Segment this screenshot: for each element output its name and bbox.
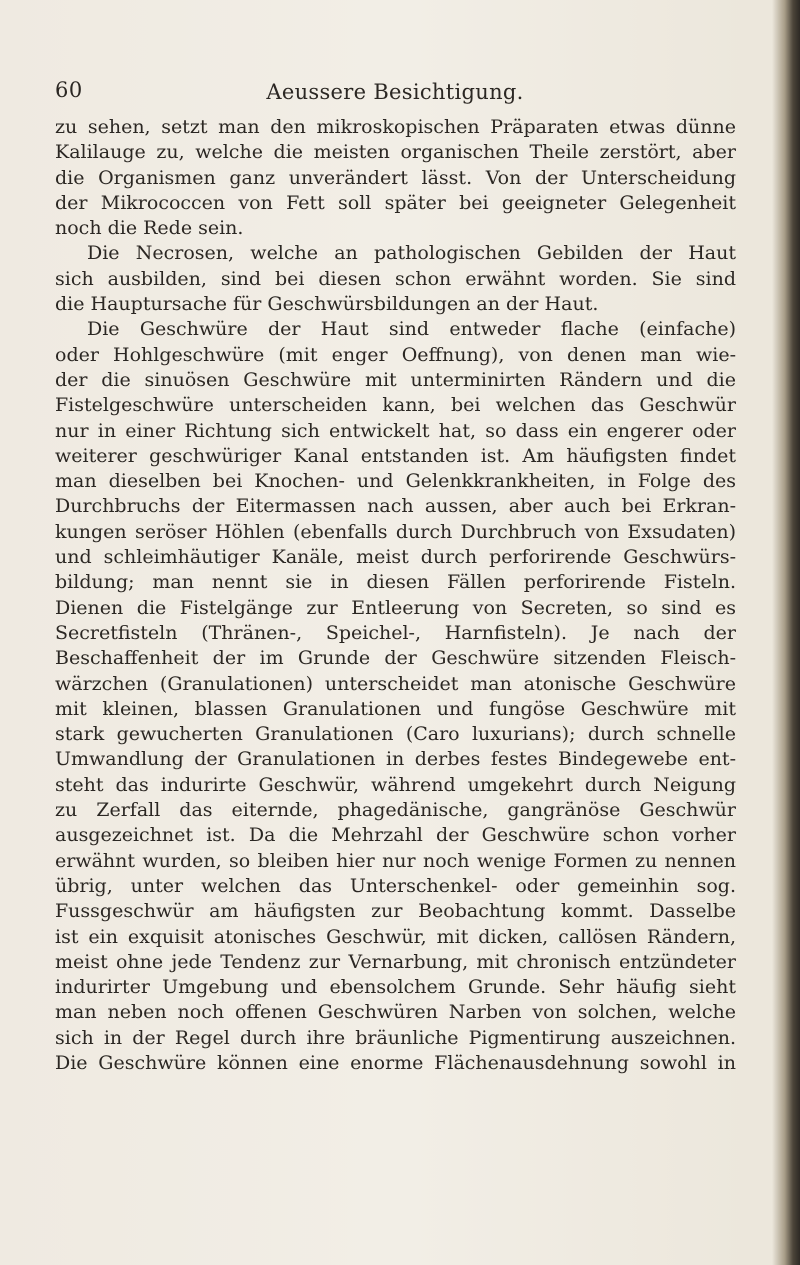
text-line: die Hauptursache für Geschwürsbildungen an der Haut.: [55, 293, 599, 316]
text-line: Fussgeschwür am häufigsten zur Beobachtung kommt. Dasselbe: [55, 900, 736, 923]
text-line: übrig, unter welchen das Unterschenkel- oder gemeinhin sog.: [55, 874, 736, 897]
text-line: stark gewucherten Granulationen (Caro luxurians); durch schnelle: [55, 723, 736, 746]
text-line: meist ohne jede Tendenz zur Vernarbung, mit chronisch entzündeter: [55, 950, 736, 973]
text-line: weiterer geschwüriger Kanal entstanden ist. Am häufigsten findet: [55, 444, 736, 467]
text-line: zu Zerfall das eiternde, phagedänische, gangränöse Geschwür: [55, 799, 736, 822]
text-line: wärzchen (Granulationen) unterscheidet man atonische Geschwüre: [55, 672, 736, 695]
page-number: 60: [55, 78, 83, 102]
text-line: nur in einer Richtung sich entwickelt hat, so dass ein engerer oder: [55, 419, 736, 442]
text-line: ist ein exquisit atonisches Geschwür, mit dicken, callösen Rändern,: [55, 925, 736, 948]
page-edge-shadow: [772, 0, 800, 1265]
text-line: zu sehen, setzt man den mikroskopischen Präparaten etwas dünne: [55, 116, 736, 138]
text-line: Durchbruchs der Eitermassen nach aussen, aber auch bei Erkran-: [55, 495, 736, 518]
text-line: sich ausbilden, sind bei diesen schon erwähnt worden. Sie sind: [55, 267, 736, 290]
text-line: Die Geschwüre der Haut sind entweder flache (einfache): [87, 318, 736, 341]
text-line: die Organismen ganz unverändert lässt. Von der Unterscheidung: [55, 166, 736, 189]
text-line: Die Necrosen, welche an pathologischen Gebilden der Haut: [87, 242, 736, 265]
text-line: Beschaffenheit der im Grunde der Geschwüre sitzenden Fleisch-: [55, 647, 736, 670]
text-line: Die Geschwüre können eine enorme Flächenausdehnung sowohl in: [55, 1051, 736, 1074]
text-line: Fistelgeschwüre unterscheiden kann, bei welchen das Geschwür: [55, 394, 736, 417]
text-line: mit kleinen, blassen Granulationen und fungöse Geschwüre mit: [55, 697, 736, 720]
text-line: oder Hohlgeschwüre (mit enger Oeffnung), von denen man wie-: [55, 343, 736, 366]
text-line: steht das indurirte Geschwür, während umgekehrt durch Neigung: [55, 773, 736, 796]
text-line: sich in der Regel durch ihre bräunliche Pigmentirung auszeichnen.: [55, 1026, 736, 1049]
text-line: und schleimhäutiger Kanäle, meist durch perforirende Geschwürs-: [55, 546, 736, 569]
text-line: man dieselben bei Knochen- und Gelenkkrankheiten, in Folge des: [55, 470, 736, 493]
page-header: [55, 78, 735, 110]
running-title: Aeussere Besichtigung.: [266, 80, 524, 104]
text-line: kungen seröser Höhlen (ebenfalls durch Durchbruch von Exsudaten): [55, 520, 736, 543]
text-line: indurirter Umgebung und ebensolchem Grunde. Sehr häufig sieht: [55, 976, 736, 999]
text-line: Dienen die Fistelgänge zur Entleerung von Secreten, so sind es: [55, 596, 736, 619]
text-line: Kalilauge zu, welche die meisten organischen Theile zerstört, aber: [55, 141, 736, 164]
text-line: der Mikrococcen von Fett soll später bei geeigneter Gelegenheit: [55, 191, 736, 214]
text-line: der die sinuösen Geschwüre mit unterminirten Rändern und die: [55, 368, 736, 391]
text-line: ausgezeichnet ist. Da die Mehrzahl der Geschwüre schon vorher: [55, 824, 736, 847]
text-line: noch die Rede sein.: [55, 217, 244, 240]
text-line: man neben noch offenen Geschwüren Narben von solchen, welche: [55, 1001, 736, 1024]
text-line: bildung; man nennt sie in diesen Fällen perforirende Fisteln.: [55, 571, 736, 594]
text-line: erwähnt wurden, so bleiben hier nur noch wenige Formen zu nennen: [55, 849, 736, 872]
text-line: Secretfisteln (Thränen-, Speichel-, Harnfisteln). Je nach der: [55, 621, 736, 644]
body-text: [55, 115, 736, 1076]
text-line: Umwandlung der Granulationen in derbes festes Bindegewebe ent-: [55, 748, 736, 771]
